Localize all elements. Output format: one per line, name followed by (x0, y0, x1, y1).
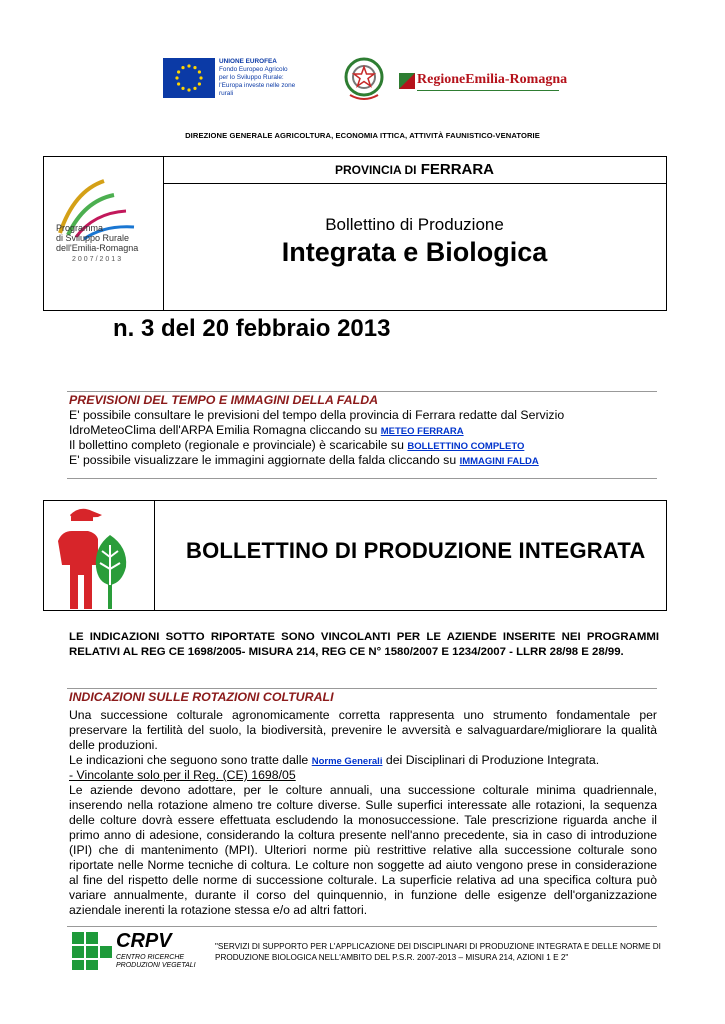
divider (67, 478, 657, 479)
crpv-sub: PRODUZIONI VEGETALI (116, 962, 196, 969)
rotations-heading: INDICAZIONI SULLE ROTAZIONI COLTURALI (69, 690, 334, 704)
forecast-text: Il bollettino completo (regionale e provinciale) è scaricabile su (69, 438, 404, 452)
divider (67, 391, 657, 392)
rotations-text: Le indicazioni che seguono sono tratte dalle (69, 753, 309, 767)
rotations-paragraph: Una successione colturale agronomicamente corretta rappresenta uno strumento fondamentale per preservare la fertilità del suolo, la biodiversità, prevenire le avversità e salvaguardare/migliorare la qualità delle produzioni. (69, 708, 657, 752)
psr-logo-line: dell'Emilia-Romagna (56, 243, 139, 253)
province-box (43, 156, 667, 311)
crpv-logo (72, 930, 202, 972)
province-header (163, 157, 666, 184)
divider (67, 926, 657, 927)
italian-republic-emblem-icon (342, 55, 386, 103)
farmer-icon (44, 501, 155, 610)
bulletin-title: Integrata e Biologica (281, 237, 548, 267)
eu-text-line: per lo Sviluppo Rurale: (219, 74, 284, 81)
crpv-mark-icon (72, 932, 114, 970)
crpv-sub: CENTRO RICERCHE (116, 954, 185, 961)
eu-flag-icon (163, 58, 215, 98)
psr-logo-line: di Sviluppo Rurale (56, 233, 130, 243)
rotations-paragraph: Le aziende devono adottare, per le colture annuali, una successione colturale minima quadriennale, inserendo nella rotazione almeno tre colture diverse. Sulle superfici interessate alle rotazioni, la sequenza delle colture dovrà essere effettuata escludendo la monosuccessione. Tale prescrizione riguarda anche il primo anno di adesione, considerando la coltura presente nell'anno precedente, sia in caso di introduzione (IPI) che di mantenimento (MPI). Ulteriori norme più restrittive relative alla successione colturale sono riportate nelle Norme tecniche di coltura. Le colture non soggette ad aiuto vengono prese in considerazione al fine del rispetto delle norme di successione colturale. La superficie relativa ad una specifica coltura può variare annualmente, durante il corso del quinquennio, in funzione delle esigenze dell'organizzazione aziendale inerenti la rotazione stessa e/o ad altri fattori. (69, 783, 657, 917)
eu-logo-text (219, 58, 311, 98)
eu-logo (163, 58, 309, 98)
eu-text-line: l'Europa investe nelle zone rurali (219, 82, 296, 97)
forecast-line: E' possibile consultare le previsioni del tempo della provincia di Ferrara redatte dal Servizio (69, 408, 565, 422)
integrated-production-title: BOLLETTINO DI PRODUZIONE INTEGRATA (186, 538, 646, 563)
psr-logo-years: 2007/2013 (72, 256, 124, 263)
divider (67, 688, 657, 689)
eu-text-line: UNIONE EUROFEA (219, 58, 277, 65)
bollettino-completo-link[interactable]: BOLLETTINO COMPLETO (407, 441, 525, 452)
legal-notice: LE INDICAZIONI SOTTO RIPORTATE SONO VINCOLANTI PER LE AZIENDE INSERITE NEI PROGRAMMI RELATIVI AL REG CE 1698/2005- MISURA 214, REG CE N° 1580/2007 E 1234/2007 - LLRR 28/98 E 28/99. (69, 631, 659, 658)
psr-logo (44, 157, 164, 310)
eu-text-line: Fondo Europeo Agricolo (219, 66, 288, 73)
norme-generali-link[interactable]: Norme Generali (311, 756, 383, 767)
forecast-text: IdroMeteoClima dell'ARPA Emilia Romagna cliccando su (69, 423, 378, 437)
forecast-heading: PREVISIONI DEL TEMPO E IMMAGINI DELLA FALDA (69, 393, 379, 407)
bulletin-label: Bollettino di Produzione (325, 215, 504, 234)
forecast-line (69, 423, 464, 439)
constraint-note: - Vincolante solo per il Reg. (CE) 1698/05 (69, 768, 296, 782)
integrated-production-box (43, 500, 667, 611)
forecast-line (69, 453, 539, 469)
rotations-text: dei Disciplinari di Produzione Integrata. (385, 753, 600, 767)
rotations-line (69, 753, 599, 769)
footer-text: "SERVIZI DI SUPPORTO PER L'APPLICAZIONE DEI DISCIPLINARI DI PRODUZIONE INTEGRATA E DELLE NORME DI PRODUZIONE BIOLOGICA NELL'AMBITO DEL P.S.R. 2007-2013 – MISURA 214, AZIONI 1 E 2" (215, 942, 661, 962)
issue-number: n. 3 del 20 febbraio 2013 (113, 315, 391, 342)
province-prefix: PROVINCIA DI (334, 163, 417, 177)
meteo-ferrara-link[interactable]: METEO FERRARA (380, 426, 464, 437)
crpv-name: CRPV (116, 930, 172, 952)
direction-heading: DIREZIONE GENERALE AGRICOLTURA, ECONOMIA ITTICA, ATTIVITÀ FAUNISTICO-VENATORIE (185, 131, 540, 140)
province-name: FERRARA (420, 161, 495, 178)
region-mark-icon (399, 73, 415, 89)
forecast-line (69, 438, 524, 454)
region-logo (399, 70, 568, 92)
immagini-falda-link[interactable]: IMMAGINI FALDA (459, 456, 539, 467)
psr-logo-line: Programma (56, 223, 104, 233)
region-name: RegioneEmilia-Romagna (417, 72, 568, 87)
forecast-text: E' possibile visualizzare le immagini aggiornate della falda cliccando su (69, 453, 457, 467)
